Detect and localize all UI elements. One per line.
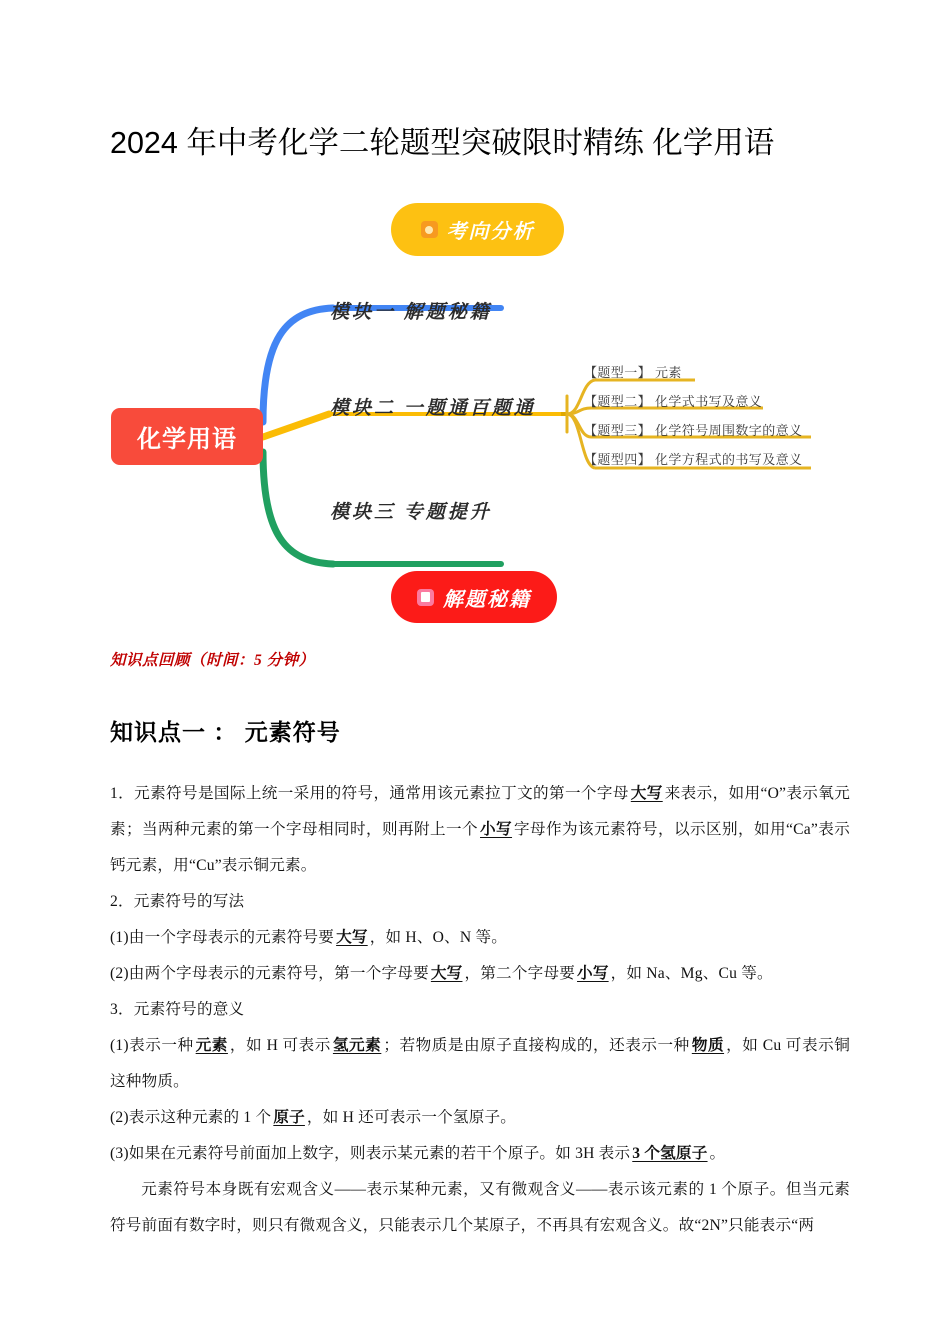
paragraph-2-item-2-text-c: ，如 Na、Mg、Cu 等。 (610, 965, 773, 982)
exam-analysis-label: 考向分析 (446, 221, 535, 243)
paragraph-3-item-1-text-b: ，如 H 可表示 (229, 1037, 331, 1054)
answer-blank-element: 元素 (195, 1037, 228, 1054)
paragraph-4: 元素符号本身既有宏观含义——表示某种元素，又有微观含义——表示该元素的 1 个原子。但当元素符号前面有数字时，则只有微观含义，只能表示几个某原子，不再具有宏观含义。故“2N”只能表示“两 (110, 1181, 850, 1234)
mindmap-leaf-question-type-4[interactable]: 【题型四】 化学方程式的书写及意义 (584, 452, 803, 467)
paragraph-3-item-3-text-a: (3)如果在元素符号前面加上数字，则表示某元素的若干个原子。如 3H 表示 (110, 1145, 631, 1162)
paragraph-3-item-1-text-a: (1)表示一种 (110, 1037, 194, 1054)
mindmap-branch-module-3[interactable]: 模块三 专题提升 (330, 502, 492, 523)
paragraph-2-item-2-text-b: ，第二个字母要 (464, 965, 576, 982)
exam-analysis-pill[interactable] (391, 203, 564, 256)
paragraph-1-text-a: 1．元素符号是国际上统一采用的符号，通常用该元素拉丁文的第一个字母 (110, 785, 629, 802)
paragraph-2-title: 2．元素符号的写法 (110, 893, 245, 910)
mindmap-leaf-question-type-2[interactable]: 【题型二】 化学式书写及意义 (584, 394, 763, 409)
paragraph-2-item-1-text-b: ，如 H、O、N 等。 (369, 929, 508, 946)
paragraph-2-item-2 (110, 956, 850, 992)
paragraph-3-title: 3．元素符号的意义 (110, 1001, 245, 1018)
mindmap-diagram (95, 190, 855, 635)
paragraph-2-item-1-text-a: (1)由一个字母表示的元素符号要 (110, 929, 335, 946)
paragraph-3-item-2-text-b: ，如 H 还可表示一个氢原子。 (306, 1109, 517, 1126)
mindmap-branch-module-1[interactable]: 模块一 解题秘籍 (330, 302, 492, 323)
answer-blank-lowercase-2: 小写 (577, 965, 609, 982)
answer-blank-three-hydrogen-atoms: 3 个氢原子 (632, 1145, 708, 1162)
book-icon (417, 589, 434, 606)
paragraph-1-text-c: 字母作为该元素符号，以示区别，如用“Ca”表示钙元素，用“Cu”表示铜元素。 (110, 821, 851, 874)
paragraph-3-item-1 (110, 1028, 850, 1100)
content-body (110, 776, 850, 1244)
answer-blank-hydrogen-element: 氢元素 (332, 1037, 382, 1054)
section-heading: 知识点一 ： 元素符号 (110, 719, 341, 745)
paragraph-3-item-3-text-b: 。 (709, 1145, 726, 1162)
solution-secrets-pill[interactable] (391, 571, 557, 623)
review-note: 知识点回顾（时间：5 分钟） (110, 652, 315, 669)
paragraph-3-item-3 (110, 1136, 850, 1172)
mindmap-branch-module-2[interactable]: 模块二 一题通百题通 (330, 398, 536, 419)
answer-blank-lowercase-1: 小写 (480, 821, 513, 838)
page-title: 2024 年中考化学二轮题型突破限时精练 化学用语 (110, 126, 775, 160)
answer-blank-uppercase-1: 大写 (630, 785, 663, 802)
answer-blank-uppercase-2: 大写 (336, 929, 368, 946)
paragraph-2-item-1 (110, 920, 850, 956)
paragraph-3-item-2 (110, 1100, 850, 1136)
paragraph-2-item-2-text-a: (2)由两个字母表示的元素符号，第一个字母要 (110, 965, 429, 982)
paragraph-1-text-b: 来表示，如用“O”表示氧元素；当两种元素的第一个字母相同时，则再附上一个 (110, 785, 850, 838)
mindmap-center-node[interactable] (111, 408, 263, 465)
paragraph-3-item-1-text-d: ，如 Cu 可表示铜这种物质。 (110, 1037, 850, 1090)
mindmap-center-label: 化学用语 (137, 426, 237, 453)
target-icon (421, 221, 438, 238)
answer-blank-uppercase-3: 大写 (430, 965, 463, 982)
paragraph-3-item-2-text-a: (2)表示这种元素的 1 个 (110, 1109, 272, 1126)
mindmap-leaf-question-type-3[interactable]: 【题型三】 化学符号周围数字的意义 (584, 423, 803, 438)
paragraph-3-item-1-text-c: ；若物质是由原子直接构成的，还表示一种 (383, 1037, 690, 1054)
answer-blank-substance: 物质 (691, 1037, 725, 1054)
mindmap-leaf-question-type-1[interactable]: 【题型一】 元素 (584, 365, 682, 380)
answer-blank-atom: 原子 (273, 1109, 305, 1126)
paragraph-1 (110, 776, 850, 884)
solution-secrets-label: 解题秘籍 (443, 588, 531, 611)
